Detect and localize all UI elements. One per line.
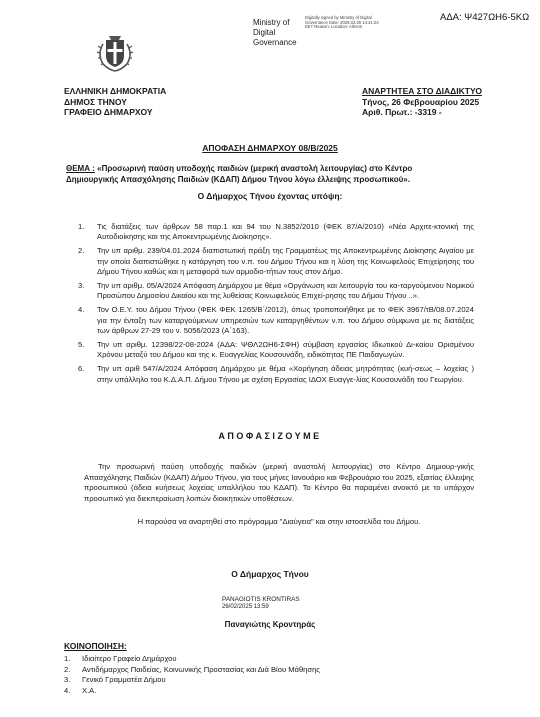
issuer-line: ΔΗΜΟΣ ΤΗΝΟΥ — [64, 96, 127, 107]
decision-body: Την προσωρινή παύση υποδοχής παιδιών (μερική αναστολή λειτουργίας) στο Κέντρο Δημιουρ-γικής Απασχόλησης Παιδιών (ΚΔΑΠ) Δήμου Τήνου, για τους μήνες Ιανουάριο και Φεβρουάριο του 2025, εξαιτίας έλλειψης προσωπικού (άδεια κυήσεως λοχείας υπαλλήλου του ΚΔΑΠ). Το Κέντρο θα παραμένει ανοικτό με το υπάρχον προσωπικό για διεκπεραίωση λοιπών διοικητικών υποθέσεων. — [84, 462, 474, 503]
item-number: 2. — [78, 246, 85, 256]
item-text: Την υπ αριθ 547/Α/2024 Απόφαση Δημάρχου με θέμα «Χορήγηση άδειας μητρότητας (κυή-σεως – λοχείας ) στην υπάλληλο του Κ.Δ.Α.Π. Δήμου Τήνου με σχέση Εργασίας ΙΔΟΧ Ευαγγε-λίας Κουσουνάδη του Γεωργίου. — [97, 364, 474, 384]
item-number: 4. — [64, 685, 71, 695]
decide-heading: ΑΠΟΦΑΣΙΖΟΥΜΕ — [218, 431, 322, 441]
decision-title: ΑΠΟΦΑΣΗ ΔΗΜΑΡΧΟΥ 08/Β/2025 — [202, 143, 338, 153]
list-item — [78, 281, 474, 301]
item-text: Την υπ αριθμ. 05/Α/2024 Απόφαση Δημάρχου με θέμα «Οργάνωση και λειτουργία του κα-ταργούμενου Νομικού Προσώπου Δημοσίου Δικαίου και της λυθείσας Κοινωφελούς Επιχεί-ρησης του Δήμου Τήνου ..». — [97, 281, 474, 301]
considerations-list — [78, 222, 474, 389]
list-item — [64, 675, 324, 686]
publish-note: Η παρούσα να αναρτηθεί στο πρόγραμμα "Διαύγεια" και στην ιστοσελίδα του Δήμου. — [137, 517, 421, 526]
item-number: 2. — [64, 664, 71, 674]
item-text: Γενικό Γραμματέα Δήμου — [82, 675, 166, 684]
item-number: 3. — [78, 281, 85, 291]
issuer-line: ΕΛΛΗΝΙΚΗ ΔΗΜΟΚΡΑΤΙΑ — [64, 86, 167, 96]
issuer-line: ΓΡΑΦΕΙΟ ΔΗΜΑΡΧΟΥ — [64, 107, 153, 117]
considerations-heading: Ο Δήμαρχος Τήνου έχοντας υπόψη: — [197, 191, 343, 201]
esign-name: PANAGIOTIS KRONTIRAS — [222, 596, 300, 603]
item-number: 1. — [78, 222, 85, 231]
publish-online-label: ΑΝΑΡΤΗΤΕΑ ΣΤΟ ΔΙΑΔΙΚΤΥΟ — [362, 86, 482, 96]
list-item — [78, 222, 474, 242]
item-text: Χ.Α. — [82, 685, 97, 695]
protocol-number: Αριθ. Πρωτ.: -3319 - — [362, 107, 442, 117]
issuer-header — [64, 86, 166, 118]
ministry-line: Digital — [253, 28, 276, 37]
subject — [66, 163, 466, 185]
esign-datetime: 26/02/2025 13:59 — [222, 603, 269, 610]
greek-emblem-icon — [95, 30, 135, 74]
subject-text: «Προσωρινή παύση υποδοχής παιδιών (μερική αναστολή λειτουργίας) στο Κέντρο Δημιουργικής Απασχόλησης Παιδιών (ΚΔΑΠ) Δήμου Τήνου λόγω έλλειψης προσωπικού». — [66, 164, 413, 184]
item-text: Την υπ αριθμ. 12398/22-08-2024 (ΑΔΑ: ΨΘΛ2ΩΗ6-ΣΦΗ) σύμβαση εργασίας Ιδιωτικού Δι-καίου Ορισμένου Χρόνου μεταξύ του Δήμου και της κ. Ευαγγελίας Κουσουνάδη, ειδικότητας ΠΕ Παιδαγωγών. — [97, 340, 474, 360]
item-number: 6. — [78, 364, 85, 374]
mayor-signature-title: Ο Δήμαρχος Τήνου — [231, 569, 309, 579]
publication-header — [362, 86, 482, 118]
item-number: 5. — [78, 340, 85, 350]
item-number: 1. — [64, 654, 71, 663]
item-text: Την υπ αριθμ. 239/04.01.2024 διαπιστωτική πράξη της Γραμματέως της Αποκεντρωμένης Διοίκησης Αιγαίου με την οποία διαπιστώθηκε η κατάργηση του ν.π. του Δήμου Τήνου και η λύση της Κοινωφελούς Επιχείρησης του Δήμου Τήνου καθώς και η μεταφορά των αρμοδιο-τήτων τους στον Δήμο. — [97, 246, 474, 276]
ministry-line: Ministry of — [253, 18, 290, 27]
electronic-signature — [222, 596, 300, 612]
document-date: Τήνος, 26 Φεβρουαρίου 2025 — [362, 96, 480, 107]
ada-code: ΑΔΑ: Ψ427ΩΗ6-5ΚΩ — [440, 12, 530, 23]
item-text: Τις διατάξεις των άρθρων 58 παρ.1 και 94 του Ν.3852/2010 (ΦΕΚ 87/Α/2010) «Νέα Αρχιτε-κτονική της Αυτοδιοίκησης και της Αποκεντρωμένης Διοίκησης». — [97, 222, 474, 242]
list-item — [64, 686, 324, 697]
item-text: Ιδιαίτερο Γραφείο Δημάρχου — [82, 654, 177, 663]
ministry-stamp — [253, 18, 297, 48]
item-text: Τον Ο.Ε.Υ. του Δήμου Τήνου (ΦΕΚ ΦΕΚ 1265/Β΄/2012), όπως τροποποιήθηκε με το ΦΕΚ 3967/τΒ/08.07.2024 για την ένταξη των καταργούμενων υπηρεσιών των καταργηθέντων ν.π. του Δήμου σύμφωνα με τις διατάξεις των άρθρων 27-29 του ν. 5056/2023 (Α΄163). — [97, 305, 474, 335]
list-item — [78, 340, 474, 360]
list-item — [78, 246, 474, 277]
ministry-line: Governance — [253, 38, 297, 47]
list-item — [78, 364, 474, 384]
list-item — [64, 654, 324, 665]
item-text: Αντιδήμαρχος Παιδείας, Κοινωνικής Προστασίας και Διά Βίου Μάθησης — [82, 664, 320, 674]
digital-signature-text: Digitally signed by Ministry of Digital Governance Date: 2025.02.26 14:41:23 EET Reason: Location: Athens — [305, 15, 379, 30]
subject-label: ΘΕΜΑ : — [66, 164, 95, 173]
list-item — [64, 665, 324, 676]
list-item — [78, 305, 474, 336]
signer-name: Παναγιώτης Κροντηράς — [224, 620, 316, 629]
item-number: 3. — [64, 675, 71, 684]
item-number: 4. — [78, 305, 85, 315]
cc-title: ΚΟΙΝΟΠΟΙΗΣΗ: — [64, 641, 127, 651]
cc-list — [64, 654, 324, 696]
